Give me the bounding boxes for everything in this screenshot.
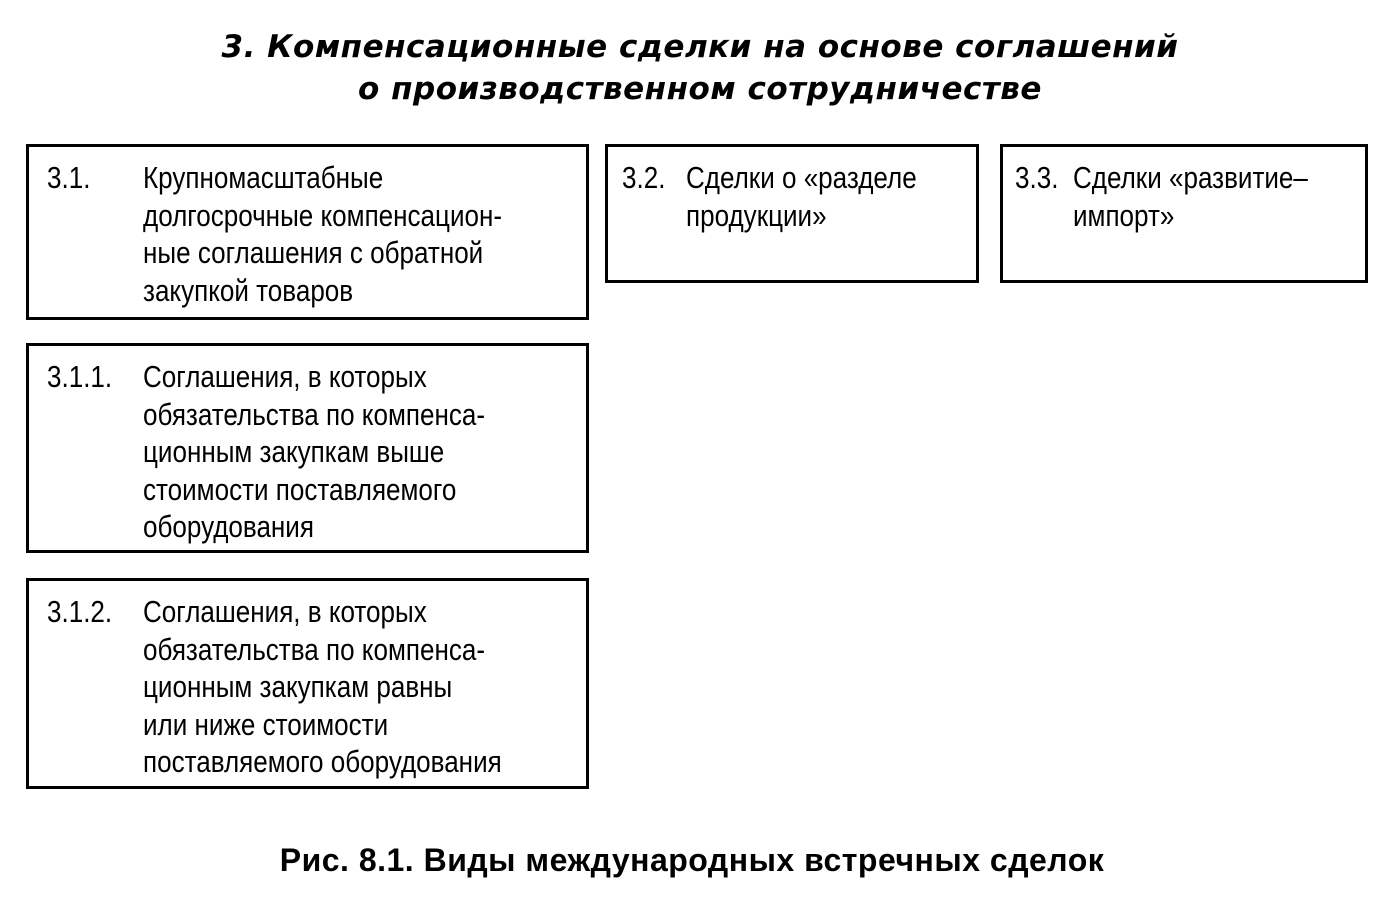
box-3-1-1-line: оборудования: [143, 509, 314, 544]
box-3-1-line: закупкой товаров: [143, 272, 354, 308]
box-3-2-line: продукции»: [686, 197, 827, 233]
title-line-1: 3. Компенсационные сделки на основе соглашений: [221, 29, 1179, 65]
box-3-1-2-line: поставляемого оборудования: [143, 744, 502, 779]
box-3-1-1-text: [143, 358, 485, 546]
box-3-3-line: Сделки «развитие–: [1073, 160, 1308, 195]
box-3-1-1: [26, 343, 589, 553]
box-3-1-2-line: или ниже стоимости: [143, 706, 389, 742]
box-3-1-1-number: 3.1.1.: [47, 359, 113, 394]
box-3-1-1-line: Соглашения, в которых: [143, 359, 427, 394]
box-3-1-2: [26, 578, 589, 789]
box-3-1-line: ные соглашения с обратной: [143, 235, 484, 270]
box-3-1-2-line: обязательства по компенса-: [143, 631, 486, 667]
box-3-2-text: [686, 159, 917, 234]
box-3-2-number: 3.2.: [622, 160, 666, 195]
box-3-1-2-line: ционным закупкам равны: [143, 669, 453, 704]
box-3-2: [605, 144, 979, 283]
box-3-1-2-number: 3.1.2.: [47, 594, 113, 629]
box-3-3-number: 3.3.: [1015, 160, 1059, 195]
box-3-1-1-line: ционным закупкам выше: [143, 434, 445, 469]
box-3-1: [26, 144, 589, 320]
box-3-3-line: импорт»: [1073, 197, 1175, 233]
box-3-2-line: Сделки о «разделе: [686, 160, 917, 195]
diagram-title: [120, 26, 1280, 110]
box-3-3-text: [1073, 159, 1308, 234]
box-3-1-line: Крупномасштабные: [143, 160, 384, 195]
figure-caption: Рис. 8.1. Виды международных встречных сделок: [279, 842, 1105, 878]
box-3-1-text: [143, 159, 502, 309]
box-3-1-2-line: Соглашения, в которых: [143, 594, 427, 629]
box-3-3: [1000, 144, 1368, 283]
box-3-1-number: 3.1.: [47, 160, 91, 195]
box-3-1-1-line: стоимости поставляемого: [143, 471, 457, 507]
title-line-2: о производственном сотрудничестве: [358, 71, 1042, 107]
box-3-1-line: долгосрочные компенсацион-: [143, 197, 503, 233]
box-3-1-1-line: обязательства по компенса-: [143, 396, 486, 432]
box-3-1-2-text: [143, 593, 502, 781]
